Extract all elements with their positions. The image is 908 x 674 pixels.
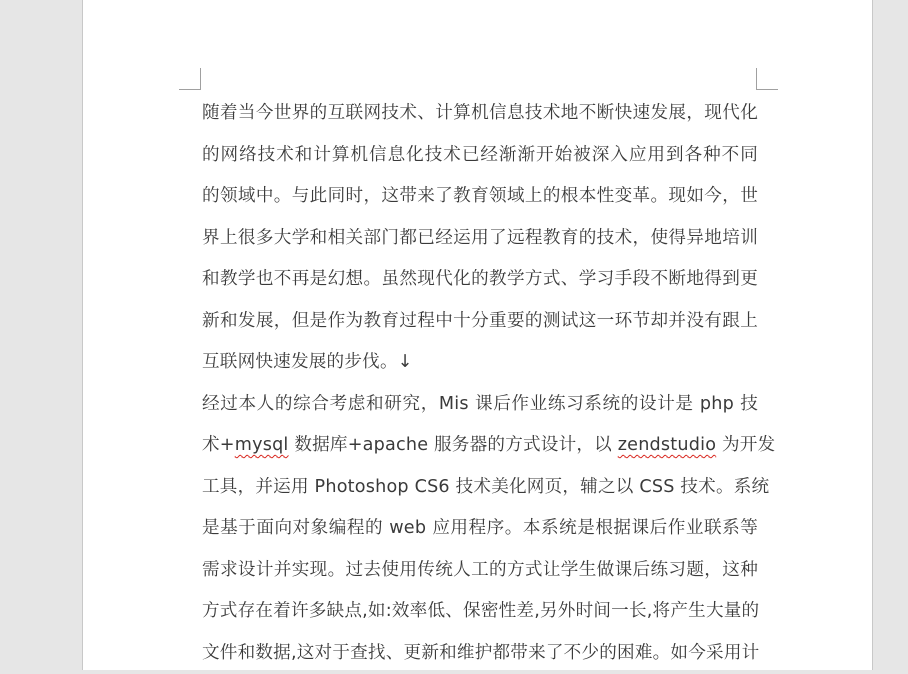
text-run[interactable]: 的领域中。与此同时，这带来了教育领域上的根本性变革。现如今，世 [202,186,758,206]
text-run[interactable]: 是基于面向对象编程的 web 应用程序。本系统是根据课后作业联系等 [202,518,758,538]
document-body-text[interactable] [202,93,758,674]
text-run[interactable]: 互联网快速发展的步伐。↓ [202,352,413,372]
text-run[interactable]: 方式存在着许多缺点,如:效率低、保密性差,另外时间一长,将产生大量的 [202,601,759,621]
text-line[interactable] [202,550,758,592]
text-line[interactable] [202,93,758,135]
paragraph[interactable] [202,384,758,674]
text-run[interactable]: 数据库+apache 服务器的方式设计，以 [289,435,618,455]
text-run[interactable]: 工具，并运用 Photoshop CS6 技术美化网页，辅之以 CSS 技术。系统 [202,477,769,497]
margin-corner-mark-top-left [179,68,201,90]
paragraph[interactable] [202,93,758,384]
spellcheck-flagged-word[interactable]: zendstudio [618,435,716,455]
text-line[interactable] [202,176,758,218]
spellcheck-flagged-word[interactable]: mysql [235,435,289,455]
text-line[interactable] [202,384,758,426]
text-run[interactable]: 为开发 [716,435,775,455]
text-line[interactable] [202,259,758,301]
text-line[interactable] [202,301,758,343]
text-run[interactable]: 界上很多大学和相关部门都已经运用了远程教育的技术，使得异地培训 [202,228,758,248]
text-run[interactable]: 术+ [202,435,235,455]
text-line[interactable] [202,135,758,177]
text-run[interactable]: 新和发展，但是作为教育过程中十分重要的测试这一环节却并没有跟上 [202,311,758,331]
text-line[interactable] [202,633,758,674]
text-run[interactable]: 需求设计并实现。过去使用传统人工的方式让学生做课后练习题，这种 [202,560,758,580]
margin-corner-mark-top-right [756,68,778,90]
text-line[interactable] [202,467,758,509]
text-line[interactable] [202,218,758,260]
text-line[interactable] [202,591,758,633]
text-line[interactable] [202,508,758,550]
text-run[interactable]: 经过本人的综合考虑和研究，Mis 课后作业练习系统的设计是 php 技 [202,394,758,414]
text-line[interactable] [202,342,758,384]
text-run[interactable]: 随着当今世界的互联网技术、计算机信息技术地不断快速发展，现代化 [202,103,758,123]
text-run[interactable]: 文件和数据,这对于查找、更新和维护都带来了不少的困难。如今采用计 [202,643,759,663]
text-line[interactable] [202,425,758,467]
text-run[interactable]: 的网络技术和计算机信息化技术已经渐渐开始被深入应用到各种不同 [202,145,758,165]
document-page[interactable] [82,0,873,670]
text-run[interactable]: 和教学也不再是幻想。虽然现代化的教学方式、学习手段不断地得到更 [202,269,758,289]
